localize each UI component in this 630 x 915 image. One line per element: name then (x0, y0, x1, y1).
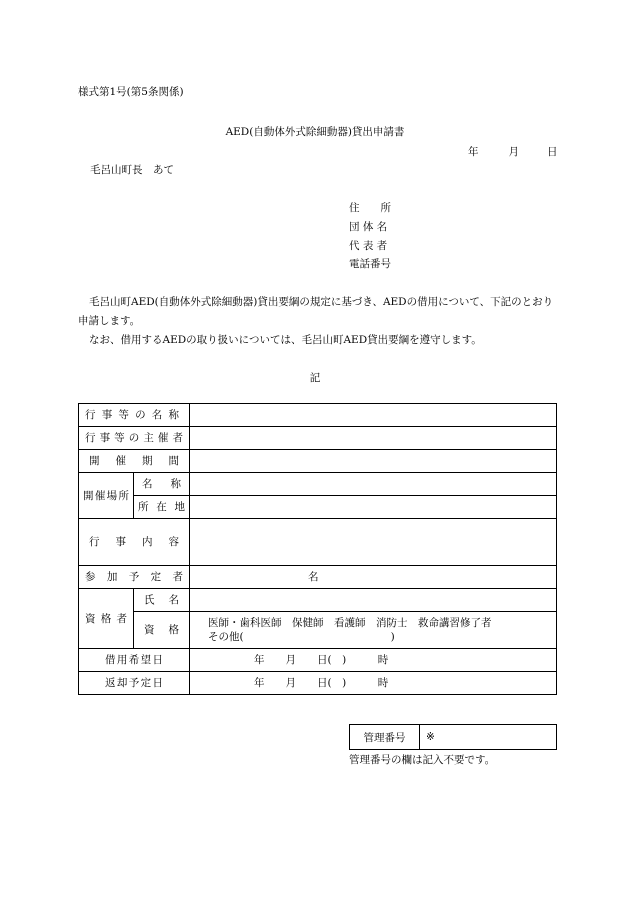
body-text (78, 293, 556, 350)
period-label: 開催期間 (79, 450, 190, 473)
return-date-label: 返却予定日 (79, 672, 190, 695)
date-year-label: 年 (468, 146, 479, 158)
row-period (79, 450, 557, 473)
row-venue-address (79, 496, 557, 519)
date-line (468, 144, 558, 159)
row-organizer (79, 427, 557, 450)
management-number-box (349, 724, 557, 750)
applicant-org-label: 団 体 名 (349, 221, 388, 233)
applicant-phone-label: 電話番号 (349, 258, 391, 270)
return-date-field[interactable]: 年 月 日( ) 時 (190, 672, 557, 695)
venue-name-label: 名称 (134, 473, 190, 496)
ki-heading: 記 (309, 372, 321, 384)
organizer-label: 行事等の主催者 (79, 427, 190, 450)
management-note: 管理番号の欄は記入不要です。 (349, 754, 496, 766)
participants-unit: 名 (308, 571, 319, 583)
qualified-quals-field[interactable] (190, 612, 557, 649)
qualified-quals-label: 資格 (134, 612, 190, 649)
borrow-date-field[interactable]: 年 月 日( ) 時 (190, 649, 557, 672)
row-venue-name (79, 473, 557, 496)
row-qualified-name (79, 589, 557, 612)
quals-other: その他( ) (208, 631, 395, 643)
row-return-date (79, 672, 557, 695)
event-name-field[interactable] (190, 404, 557, 427)
row-participants (79, 566, 557, 589)
applicant-address-label: 住 所 (349, 202, 391, 214)
event-name-label: 行事等の名称 (79, 404, 190, 427)
management-number-label: 管理番号 (350, 725, 420, 750)
application-table (78, 403, 557, 695)
organizer-field[interactable] (190, 427, 557, 450)
venue-label: 開催場所 (79, 473, 134, 519)
date-month-label: 月 (508, 146, 519, 158)
qualified-label: 資格者 (79, 589, 134, 649)
body-paragraph-1: 毛呂山町AED(自動体外式除細動器)貸出要綱の規定に基づき、AEDの借用について、下記のとおり申請します。 (78, 296, 554, 327)
addressee: 毛呂山町長 あて (90, 164, 174, 176)
participants-label: 参加予定者 (79, 566, 190, 589)
date-day-label: 日 (547, 146, 558, 158)
venue-name-field[interactable] (190, 473, 557, 496)
row-qualified-quals (79, 612, 557, 649)
body-paragraph-2: なお、借用するAEDの取り扱いについては、毛呂山町AED貸出要綱を遵守します。 (89, 334, 482, 346)
quals-options: 医師・歯科医師 保健師 看護師 消防士 救命講習修了者 (208, 617, 492, 629)
venue-address-field[interactable] (190, 496, 557, 519)
management-number-mark: ※ (426, 731, 435, 743)
row-borrow-date (79, 649, 557, 672)
row-event-name (79, 404, 557, 427)
event-content-label: 行事内容 (79, 519, 190, 566)
management-number-field[interactable] (420, 725, 557, 750)
period-field[interactable] (190, 450, 557, 473)
document-title: AED(自動体外式除細動器)貸出申請書 (225, 126, 405, 138)
qualified-name-label: 氏名 (134, 589, 190, 612)
participants-field[interactable] (190, 566, 557, 589)
applicant-representative-label: 代 表 者 (349, 240, 388, 252)
row-event-content (79, 519, 557, 566)
form-number: 様式第1号(第5条関係) (78, 86, 184, 98)
borrow-date-label: 借用希望日 (79, 649, 190, 672)
event-content-field[interactable] (190, 519, 557, 566)
venue-address-label: 所在地 (134, 496, 190, 519)
qualified-name-field[interactable] (190, 589, 557, 612)
